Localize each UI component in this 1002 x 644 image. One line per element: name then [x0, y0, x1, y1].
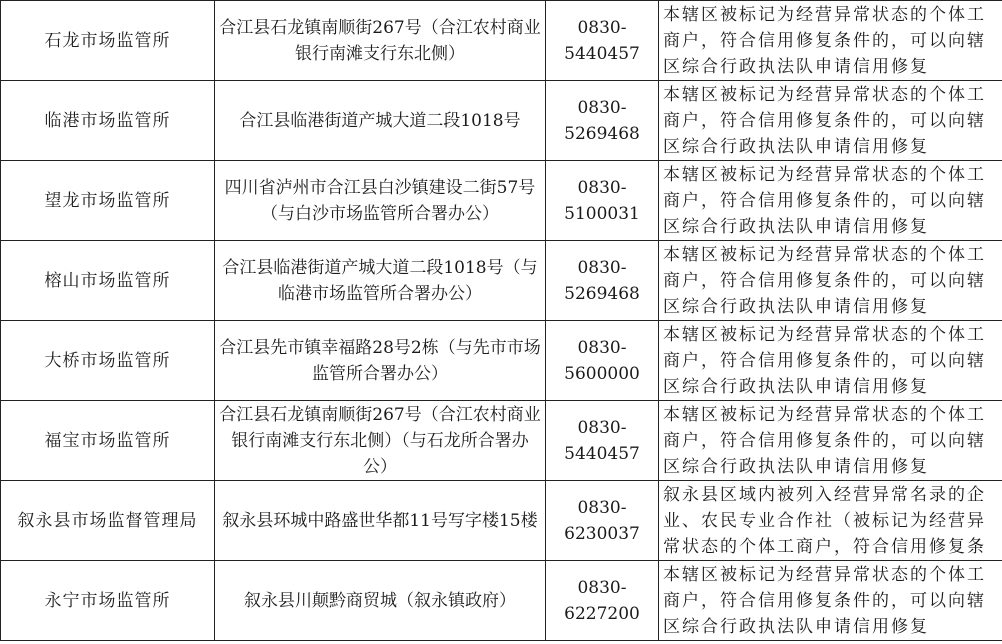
table-row	[1, 481, 1002, 561]
table-row	[1, 401, 1002, 481]
office-name: 榕山市场监管所	[1, 241, 215, 321]
office-phone: 0830-5440457	[546, 401, 659, 481]
office-phone: 0830-5600000	[546, 321, 659, 401]
table-row	[1, 321, 1002, 401]
office-description: 本辖区被标记为经营异常状态的个体工商户，符合信用修复条件的，可以向辖区综合行政执法队申请信用修复	[659, 161, 1002, 241]
office-name: 临港市场监管所	[1, 81, 215, 161]
table-row	[1, 161, 1002, 241]
office-description: 本辖区被标记为经营异常状态的个体工商户，符合信用修复条件的，可以向辖区综合行政执法队申请信用修复	[659, 321, 1002, 401]
table-row	[1, 1, 1002, 81]
office-description: 本辖区被标记为经营异常状态的个体工商户，符合信用修复条件的，可以向辖区综合行政执法队申请信用修复	[659, 401, 1002, 481]
office-name: 永宁市场监管所	[1, 561, 215, 641]
office-phone: 0830-5440457	[546, 1, 659, 81]
office-address: 叙永县环城中路盛世华都11号写字楼15楼	[215, 481, 546, 561]
office-address: 合江县先市镇幸福路28号2栋（与先市市场监管所合署办公）	[215, 321, 546, 401]
office-name: 大桥市场监管所	[1, 321, 215, 401]
office-name: 石龙市场监管所	[1, 1, 215, 81]
office-address: 四川省泸州市合江县白沙镇建设二街57号（与白沙市场监管所合署办公）	[215, 161, 546, 241]
office-address: 合江县临港街道产城大道二段1018号（与临港市场监管所合署办公）	[215, 241, 546, 321]
office-description: 本辖区被标记为经营异常状态的个体工商户，符合信用修复条件的，可以向辖区综合行政执法队申请信用修复	[659, 241, 1002, 321]
table-row	[1, 241, 1002, 321]
office-phone: 0830-6227200	[546, 561, 659, 641]
office-description: 本辖区被标记为经营异常状态的个体工商户，符合信用修复条件的，可以向辖区综合行政执法队申请信用修复	[659, 1, 1002, 81]
office-name: 福宝市场监管所	[1, 401, 215, 481]
office-description: 叙永县区域内被列入经营异常名录的企业、农民专业合作社（被标记为经营异常状态的个体工商户，符合信用修复条	[659, 481, 1002, 561]
office-name: 望龙市场监管所	[1, 161, 215, 241]
office-address: 合江县临港街道产城大道二段1018号	[215, 81, 546, 161]
table-row	[1, 561, 1002, 641]
table-row	[1, 81, 1002, 161]
office-address: 叙永县川颠黔商贸城（叙永镇政府）	[215, 561, 546, 641]
office-address: 合江县石龙镇南顺街267号（合江农村商业银行南滩支行东北侧）	[215, 1, 546, 81]
office-phone: 0830-5269468	[546, 81, 659, 161]
office-address: 合江县石龙镇南顺街267号（合江农村商业银行南滩支行东北侧）（与石龙所合署办公）	[215, 401, 546, 481]
office-description: 本辖区被标记为经营异常状态的个体工商户，符合信用修复条件的，可以向辖区综合行政执法队申请信用修复	[659, 81, 1002, 161]
office-name: 叙永县市场监督管理局	[1, 481, 215, 561]
office-phone: 0830-5269468	[546, 241, 659, 321]
office-phone: 0830-6230037	[546, 481, 659, 561]
office-phone: 0830-5100031	[546, 161, 659, 241]
office-description: 本辖区被标记为经营异常状态的个体工商户，符合信用修复条件的，可以向辖区综合行政执法队申请信用修复	[659, 561, 1002, 641]
